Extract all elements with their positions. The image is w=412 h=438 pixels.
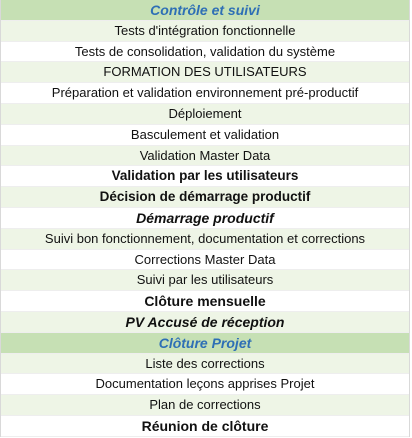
table-row: Réunion de clôture [1, 416, 409, 437]
table-row: Corrections Master Data [1, 250, 409, 271]
table-row: Suivi bon fonctionnement, documentation et corrections [1, 229, 409, 250]
section-header-cloture: Clôture Projet [1, 333, 409, 354]
table-row: Tests d'intégration fonctionnelle [1, 21, 409, 42]
table-row: Préparation et validation environnement pré-productif [1, 83, 409, 104]
section-header-controle: Contrôle et suivi [1, 0, 409, 21]
table-row: Décision de démarrage productif [1, 187, 409, 208]
table-row: Clôture mensuelle [1, 291, 409, 312]
table-row: Tests de consolidation, validation du système [1, 42, 409, 63]
table-row: Documentation leçons apprises Projet [1, 374, 409, 395]
table-row: Liste des corrections [1, 354, 409, 375]
table-row: PV Accusé de réception [1, 312, 409, 333]
table-row: Démarrage productif [1, 208, 409, 229]
table-row: Validation par les utilisateurs [1, 166, 409, 187]
table-row: Déploiement [1, 104, 409, 125]
table-row: FORMATION DES UTILISATEURS [1, 62, 409, 83]
table-row: Basculement et validation [1, 125, 409, 146]
table-row: Plan de corrections [1, 395, 409, 416]
table-row: Suivi par les utilisateurs [1, 270, 409, 291]
table-row: Validation Master Data [1, 146, 409, 167]
